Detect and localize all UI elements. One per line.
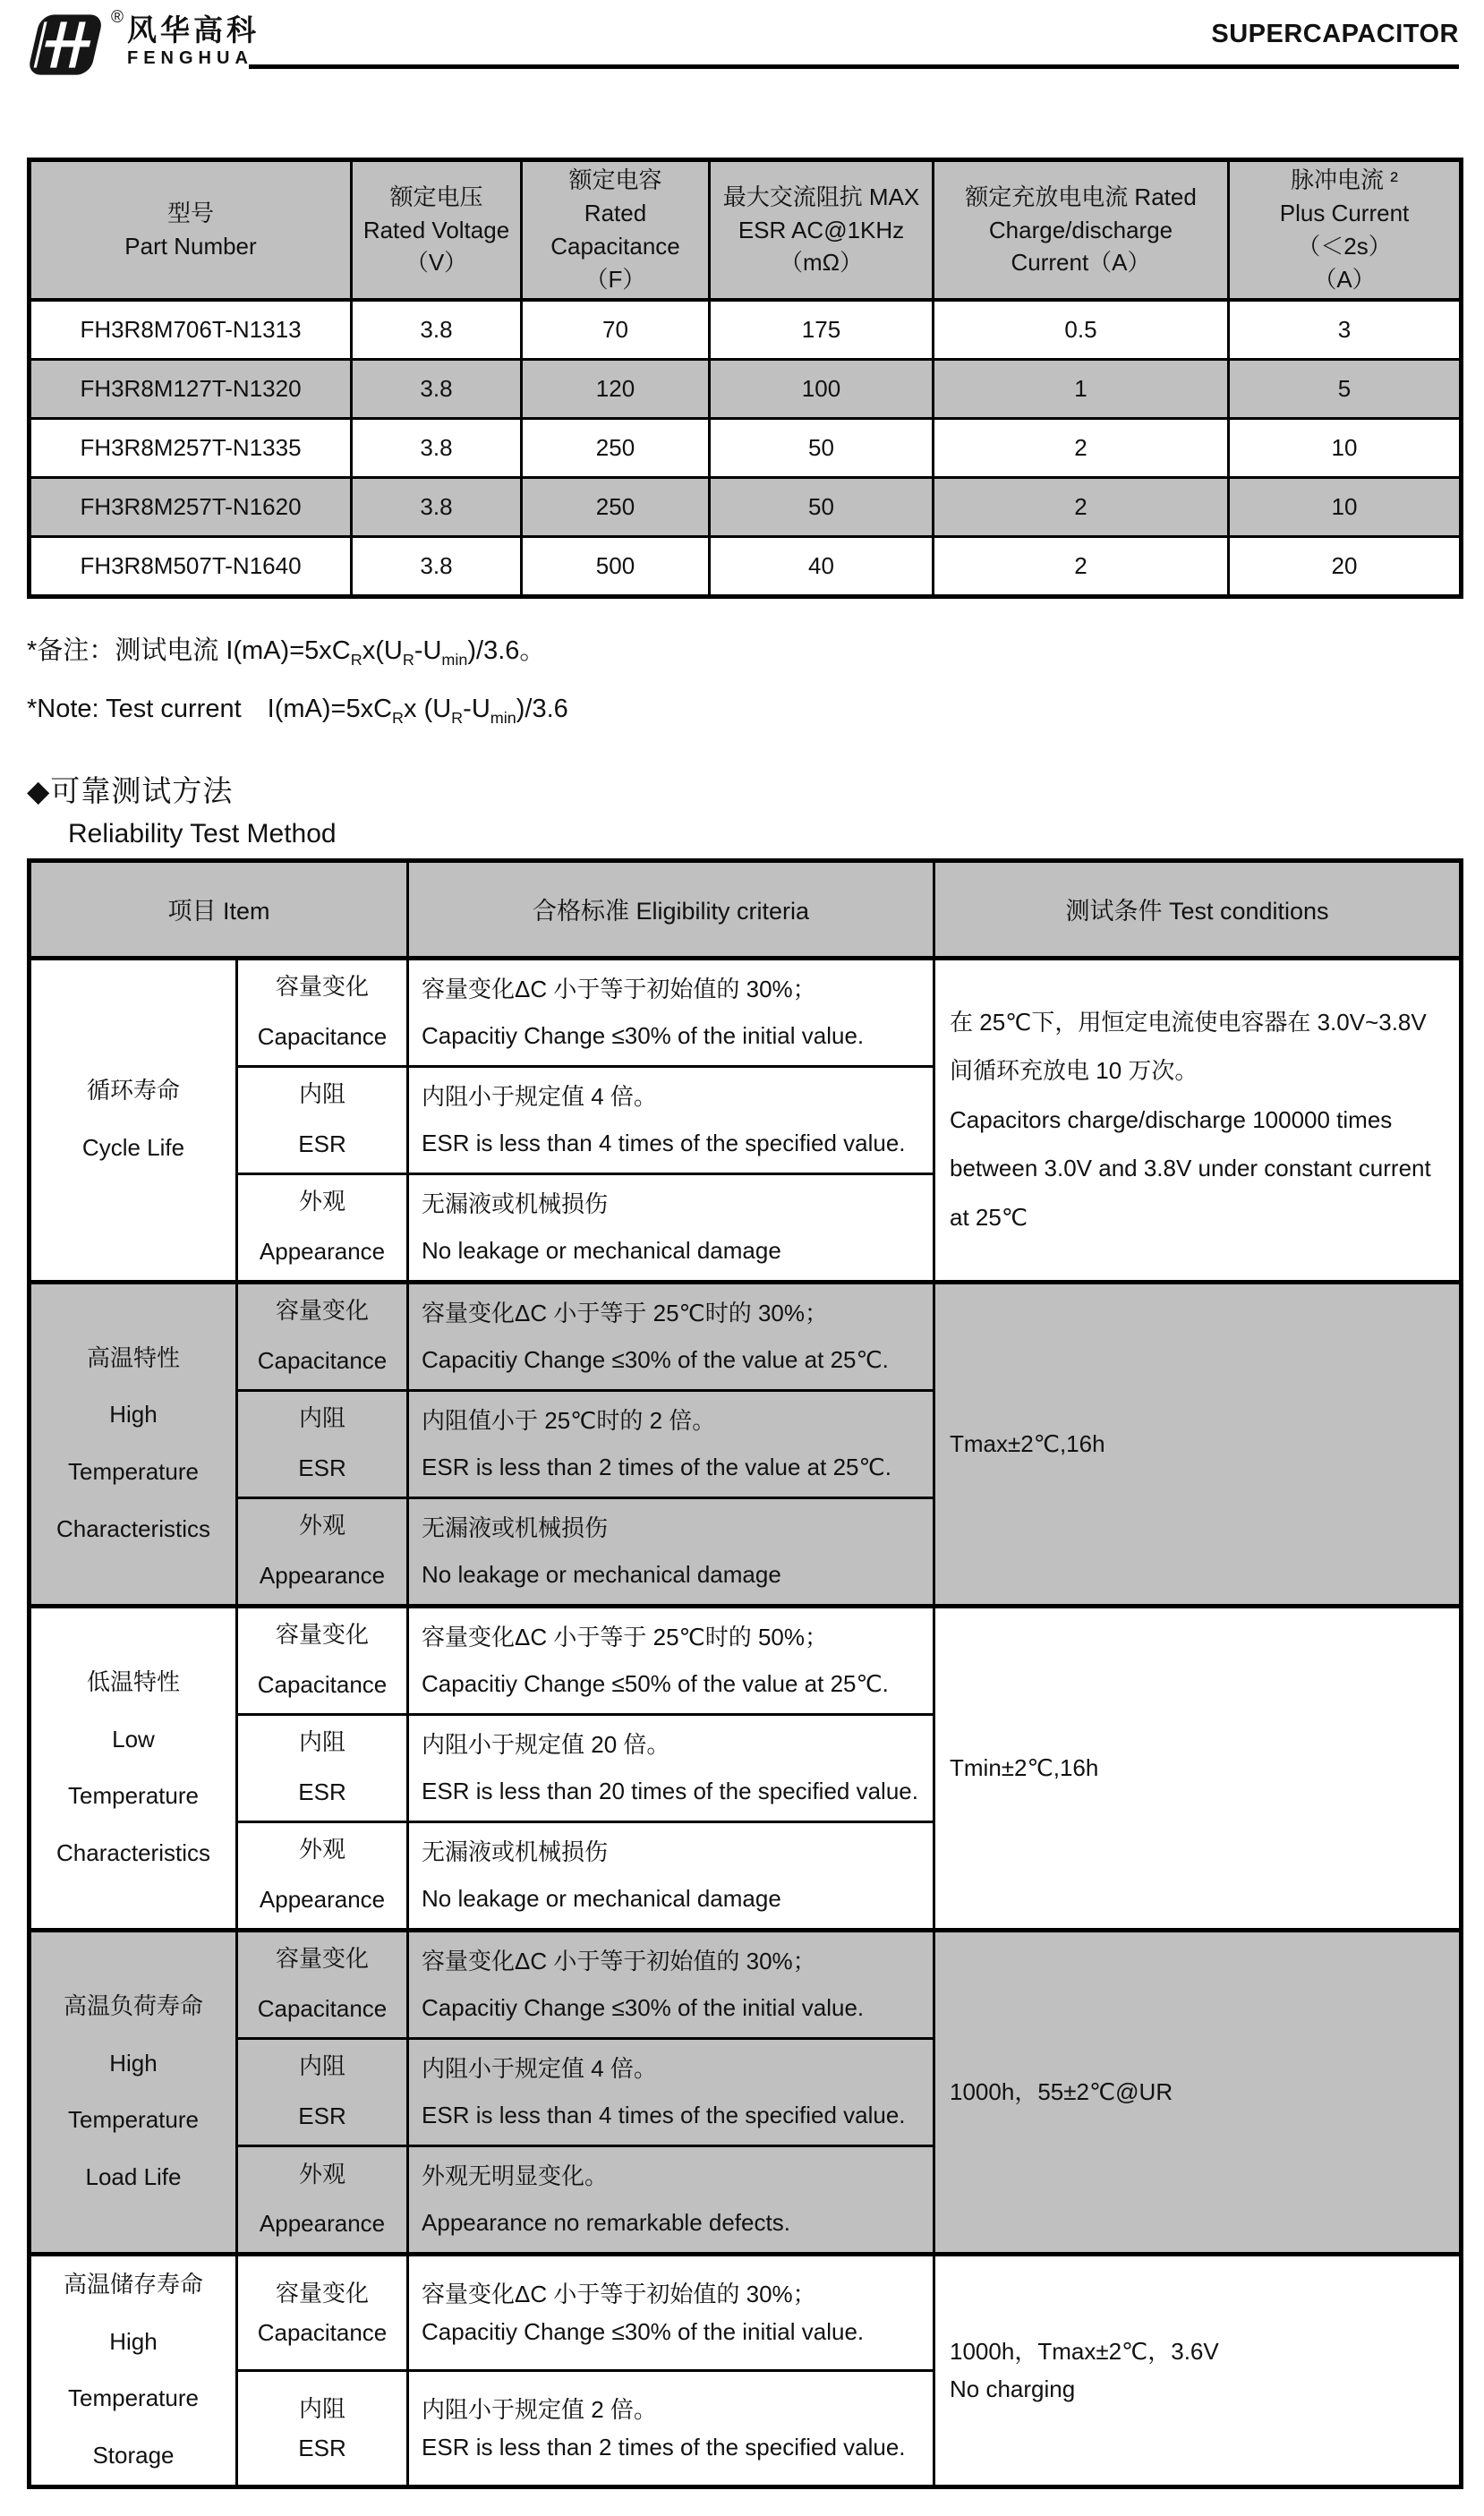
notes <box>27 635 1459 729</box>
reliability-subitem-cell <box>237 1282 408 1390</box>
spec-value-cell: 175 <box>710 300 934 360</box>
condition-line: Tmax±2℃,16h <box>950 1429 1105 1457</box>
criteria-zh: 内阻小于规定值 4 倍。 <box>422 2054 657 2082</box>
spec-column-header-line: 额定电压 <box>389 183 483 210</box>
table-row <box>30 478 1462 537</box>
reliability-item-cell <box>30 1606 237 1930</box>
reliability-item-cell <box>30 1930 237 2254</box>
note-subscript: R <box>451 709 464 728</box>
subitem-zh: 内阻 <box>299 1728 346 1756</box>
criteria-en: Capacitiy Change ≤50% of the value at 25℃. <box>422 1670 889 1698</box>
reliability-criteria-cell <box>408 2254 934 2370</box>
criteria-en: ESR is less than 4 times of the specified value. <box>422 2102 906 2129</box>
reliability-item-cell <box>30 958 237 1282</box>
reliability-subitem-cell <box>237 1821 408 1930</box>
spec-value-cell: 20 <box>1229 537 1462 597</box>
note-subscript: min <box>441 650 468 669</box>
spec-column-header <box>710 160 934 301</box>
criteria-en: Capacitiy Change ≤30% of the initial value. <box>422 2317 865 2345</box>
subitem-zh: 外观 <box>299 1836 346 1864</box>
criteria-en: No leakage or mechanical damage <box>422 1237 781 1265</box>
reliability-item-line: 循环寿命 <box>86 1077 180 1104</box>
reliability-subitem-cell <box>237 2254 408 2370</box>
reliability-item-line: High <box>109 1401 158 1429</box>
reliability-criteria-cell <box>408 1066 934 1173</box>
spec-value-cell: 3.8 <box>352 300 522 360</box>
spec-value-cell: 2 <box>934 419 1229 478</box>
spec-column-header-line: Rated Voltage <box>362 216 510 243</box>
criteria-en: ESR is less than 2 times of the specified value. <box>422 2433 906 2461</box>
spec-column-header-line: 脉冲电流 ² <box>1291 166 1398 194</box>
spec-column-header-line: Rated <box>584 200 647 227</box>
spec-column-header-line: （＜2s） <box>1297 233 1392 260</box>
condition-line: Tmin±2℃,16h <box>950 1753 1099 1781</box>
reliability-criteria-cell <box>408 1173 934 1282</box>
spec-value-cell: 50 <box>710 478 934 537</box>
reliability-item-line: Characteristics <box>56 1514 210 1542</box>
spec-column-header-line: Part Number <box>124 233 257 260</box>
table-row <box>30 419 1462 478</box>
spec-value-cell: 10 <box>1229 419 1462 478</box>
note-text: )/3.6。 <box>467 636 546 665</box>
fenghua-logo <box>27 8 260 81</box>
part-number-cell: FH3R8M507T-N1640 <box>30 537 352 597</box>
subitem-zh: 容量变化 <box>276 973 370 1001</box>
note-text: x (U <box>404 695 452 724</box>
part-number-cell: FH3R8M257T-N1335 <box>30 419 352 478</box>
section-heading-en: Reliability Test Method <box>68 818 337 849</box>
criteria-en: No leakage or mechanical damage <box>422 1885 781 1913</box>
spec-value-cell: 3.8 <box>352 537 522 597</box>
table-row <box>30 1606 1462 1714</box>
spec-column-header <box>934 160 1229 301</box>
note-en <box>27 693 1459 728</box>
reliability-item-line: Temperature <box>68 2384 199 2412</box>
spec-column-header <box>352 160 522 301</box>
spec-value-cell: 10 <box>1229 478 1462 537</box>
note-subscript: R <box>402 650 414 669</box>
reliability-item-line: Temperature <box>68 1782 199 1810</box>
subitem-zh: 容量变化 <box>276 1297 370 1325</box>
table-row <box>30 537 1462 597</box>
table-row <box>30 360 1462 419</box>
logo-chinese-name: 风华高科 <box>127 13 260 47</box>
spec-column-header-line: 额定充放电电流 Rated <box>965 183 1197 210</box>
reliability-item-line: Characteristics <box>56 1838 210 1866</box>
page-header <box>27 9 1459 88</box>
subitem-en: ESR <box>298 2102 346 2130</box>
spec-column-header-line: Charge/discharge <box>988 216 1173 243</box>
reliability-criteria-cell <box>408 1497 934 1606</box>
logo-latin-name: FENGHUA <box>127 48 253 69</box>
subitem-zh: 外观 <box>299 1188 346 1215</box>
subitem-zh: 容量变化 <box>276 1945 370 1973</box>
reliability-criteria-cell <box>408 1930 934 2038</box>
reliability-subitem-cell <box>237 958 408 1066</box>
note-text: *备注：测试电流 I(mA)=5xC <box>27 636 351 665</box>
reliability-item-cell <box>30 1282 237 1606</box>
spec-column-header-line: Plus Current <box>1279 200 1410 227</box>
table-row <box>30 2254 1462 2370</box>
condition-line: at 25℃ <box>950 1203 1028 1231</box>
reliability-table <box>27 858 1463 2489</box>
subitem-en: Capacitance <box>257 2318 388 2346</box>
registered-trademark-icon: ® <box>111 8 124 27</box>
reliability-criteria-cell <box>408 1390 934 1497</box>
note-subscript: R <box>350 650 362 669</box>
note-text: *Note: Test current I(mA)=5xC <box>27 695 393 724</box>
subitem-en: ESR <box>298 1778 346 1806</box>
reliability-item-line: 低温特性 <box>86 1667 180 1695</box>
table-row <box>30 1282 1462 1390</box>
reliability-subitem-cell <box>237 1930 408 2038</box>
reliability-subitem-cell <box>237 2145 408 2254</box>
criteria-zh: 无漏液或机械损伤 <box>422 1190 609 1217</box>
note-subscript: R <box>392 709 404 728</box>
reliability-item-line: 高温储存寿命 <box>63 2270 203 2298</box>
condition-line: 在 25℃下，用恒定电流使电容器在 3.0V~3.8V <box>950 1008 1427 1036</box>
condition-line: between 3.0V and 3.8V under constant current <box>950 1155 1431 1182</box>
criteria-zh: 容量变化ΔC 小于等于初始值的 30%； <box>422 2280 816 2307</box>
criteria-zh: 容量变化ΔC 小于等于 25℃时的 30%； <box>422 1299 828 1326</box>
spec-column-header <box>1229 160 1462 301</box>
subitem-en: Capacitance <box>257 1347 388 1375</box>
table-row <box>30 300 1462 360</box>
subitem-zh: 内阻 <box>299 1404 346 1432</box>
criteria-en: No leakage or mechanical damage <box>422 1561 781 1589</box>
subitem-zh: 容量变化 <box>276 1621 370 1649</box>
spec-column-header-line: （V） <box>405 249 468 277</box>
subitem-en: ESR <box>298 1454 346 1482</box>
reliability-header-conditions: 测试条件 Test conditions <box>934 860 1462 958</box>
reliability-criteria-cell <box>408 2038 934 2145</box>
subitem-en: ESR <box>298 1130 346 1158</box>
reliability-item-line: High <box>109 2049 158 2077</box>
subitem-en: Capacitance <box>257 1671 388 1699</box>
spec-value-cell: 2 <box>934 478 1229 537</box>
spec-value-cell: 0.5 <box>934 300 1229 360</box>
reliability-subitem-cell <box>237 1390 408 1497</box>
reliability-item-line: Low <box>112 1725 155 1753</box>
subitem-zh: 内阻 <box>299 2052 346 2080</box>
spec-value-cell: 1 <box>934 360 1229 419</box>
reliability-subitem-cell <box>237 1606 408 1714</box>
subitem-en: Appearance <box>259 1238 386 1266</box>
spec-column-header <box>522 160 710 301</box>
spec-value-cell: 250 <box>522 419 710 478</box>
spec-value-cell: 3.8 <box>352 419 522 478</box>
spec-value-cell: 3.8 <box>352 360 522 419</box>
spec-column-header-line: （A） <box>1313 265 1376 293</box>
reliability-item-line: 高温特性 <box>86 1343 180 1371</box>
subitem-en: Capacitance <box>257 1023 388 1051</box>
spec-value-cell: 500 <box>522 537 710 597</box>
table-row <box>30 958 1462 1066</box>
reliability-conditions-cell <box>934 2254 1462 2486</box>
spec-value-cell: 50 <box>710 419 934 478</box>
reliability-subitem-cell <box>237 1066 408 1173</box>
reliability-subitem-cell <box>237 1714 408 1821</box>
condition-line: 间循环充放电 10 万次。 <box>950 1057 1198 1085</box>
subitem-en: Appearance <box>259 1886 386 1914</box>
reliability-subitem-cell <box>237 2370 408 2486</box>
spec-value-cell: 5 <box>1229 360 1462 419</box>
criteria-zh: 容量变化ΔC 小于等于初始值的 30%； <box>422 1947 816 1974</box>
reliability-criteria-cell <box>408 2145 934 2254</box>
criteria-en: ESR is less than 20 times of the specified value. <box>422 1778 918 1805</box>
reliability-conditions-cell <box>934 1606 1462 1930</box>
criteria-zh: 容量变化ΔC 小于等于初始值的 30%； <box>422 975 816 1002</box>
reliability-item-cell <box>30 2254 237 2486</box>
reliability-header-row <box>30 860 1462 958</box>
subitem-en: Appearance <box>259 1562 386 1590</box>
part-number-cell: FH3R8M257T-N1620 <box>30 478 352 537</box>
criteria-zh: 内阻小于规定值 4 倍。 <box>422 1082 657 1110</box>
part-number-cell: FH3R8M127T-N1320 <box>30 360 352 419</box>
reliability-conditions-cell <box>934 958 1462 1282</box>
spec-column-header-line: （F） <box>584 265 646 293</box>
header-rule <box>249 9 1459 69</box>
page-title: SUPERCAPACITOR <box>1211 20 1459 48</box>
reliability-criteria-cell <box>408 1714 934 1821</box>
criteria-zh: 外观无明显变化。 <box>422 2162 609 2189</box>
note-text: -U <box>463 695 490 724</box>
note-zh <box>27 635 1459 670</box>
spec-column-header-line: 型号 <box>166 200 214 227</box>
subitem-zh: 内阻 <box>299 2394 346 2422</box>
spec-column-header <box>30 160 352 301</box>
reliability-criteria-cell <box>408 958 934 1066</box>
criteria-en: Capacitiy Change ≤30% of the initial value. <box>422 1994 865 2022</box>
subitem-en: Capacitance <box>257 1995 388 2023</box>
reliability-conditions-cell <box>934 1930 1462 2254</box>
criteria-zh: 无漏液或机械损伤 <box>422 1838 609 1865</box>
spec-table <box>27 158 1463 599</box>
subitem-zh: 内阻 <box>299 1080 346 1108</box>
logo-text <box>127 9 260 70</box>
spec-header-row <box>30 160 1462 301</box>
criteria-en: Capacitiy Change ≤30% of the initial value. <box>422 1022 865 1050</box>
criteria-zh: 内阻小于规定值 2 倍。 <box>422 2395 657 2423</box>
subitem-en: Appearance <box>259 2210 386 2238</box>
reliability-subitem-cell <box>237 1497 408 1606</box>
condition-line: 1000h，55±2℃@UR <box>950 2078 1173 2106</box>
criteria-en: ESR is less than 2 times of the value at 25℃. <box>422 1454 891 1481</box>
reliability-criteria-cell <box>408 1282 934 1390</box>
spec-column-header-line: （mΩ） <box>779 249 864 277</box>
spec-column-header-line: 最大交流阻抗 MAX <box>722 183 920 210</box>
criteria-zh: 内阻小于规定值 20 倍。 <box>422 1730 670 1758</box>
reliability-item-line: Load Life <box>85 2163 182 2191</box>
note-text: -U <box>414 636 442 665</box>
criteria-zh: 无漏液或机械损伤 <box>422 1514 609 1541</box>
reliability-item-line: Temperature <box>68 2106 199 2134</box>
condition-line: No charging <box>950 2375 1076 2403</box>
reliability-criteria-cell <box>408 1821 934 1930</box>
spec-value-cell: 100 <box>710 360 934 419</box>
spec-column-header-line: 额定电容 <box>568 166 662 194</box>
subitem-zh: 外观 <box>299 1512 346 1539</box>
condition-line: 1000h，Tmax±2℃，3.6V <box>950 2338 1219 2366</box>
note-text: x(U <box>362 636 403 665</box>
reliability-subitem-cell <box>237 2038 408 2145</box>
spec-column-header-line: Current（A） <box>1011 249 1151 277</box>
spec-value-cell: 2 <box>934 537 1229 597</box>
reliability-item-line: 高温负荷寿命 <box>63 1991 203 2019</box>
criteria-zh: 内阻值小于 25℃时的 2 倍。 <box>422 1406 716 1434</box>
criteria-en: Capacitiy Change ≤30% of the value at 25℃. <box>422 1346 889 1374</box>
note-subscript: min <box>490 709 516 728</box>
fenghua-logo-icon <box>27 9 113 81</box>
reliability-item-line: Storage <box>92 2441 175 2469</box>
reliability-subitem-cell <box>237 1173 408 1282</box>
spec-value-cell: 3.8 <box>352 478 522 537</box>
note-text: )/3.6 <box>516 695 568 724</box>
reliability-criteria-cell <box>408 1606 934 1714</box>
reliability-criteria-cell <box>408 2370 934 2486</box>
criteria-en: Appearance no remarkable defects. <box>422 2209 790 2237</box>
section-heading-zh: ◆可靠测试方法 <box>27 773 234 807</box>
part-number-cell: FH3R8M706T-N1313 <box>30 300 352 360</box>
reliability-item-line: High <box>109 2327 158 2355</box>
subitem-zh: 外观 <box>299 2160 346 2188</box>
condition-line: Capacitors charge/discharge 100000 times <box>950 1105 1393 1133</box>
reliability-conditions-cell <box>934 1282 1462 1606</box>
spec-column-header-line: Capacitance <box>550 233 680 260</box>
table-row <box>30 1930 1462 2038</box>
criteria-en: ESR is less than 4 times of the specified value. <box>422 1130 906 1157</box>
reliability-item-line: Cycle Life <box>81 1134 185 1162</box>
spec-value-cell: 250 <box>522 478 710 537</box>
subitem-en: ESR <box>298 2434 346 2461</box>
criteria-zh: 容量变化ΔC 小于等于 25℃时的 50%； <box>422 1623 828 1650</box>
spec-value-cell: 120 <box>522 360 710 419</box>
spec-value-cell: 40 <box>710 537 934 597</box>
reliability-header-criteria: 合格标准 Eligibility criteria <box>408 860 934 958</box>
subitem-zh: 容量变化 <box>276 2279 370 2307</box>
reliability-header-item: 项目 Item <box>30 860 408 958</box>
spec-value-cell: 3 <box>1229 300 1462 360</box>
spec-column-header-line: ESR AC@1KHz <box>738 216 905 243</box>
reliability-item-line: Temperature <box>68 1458 199 1486</box>
spec-value-cell: 70 <box>522 300 710 360</box>
